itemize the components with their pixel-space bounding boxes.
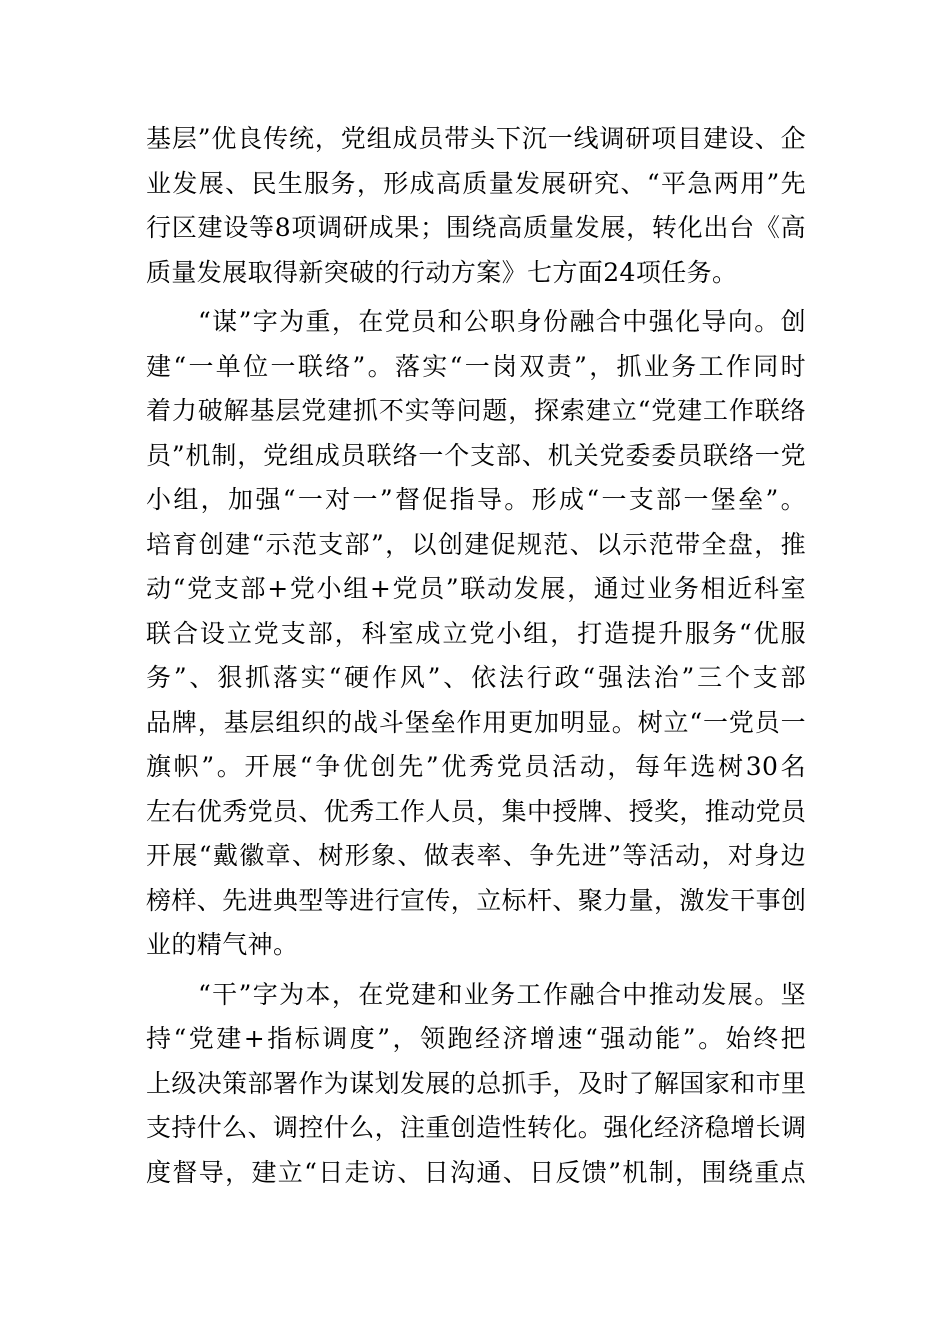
text-line: “干”字为本，在党建和业务工作融合中推动发展。坚 xyxy=(198,979,806,1009)
text-line: 员”机制，党组成员联络一个支部、机关党委委员联络一党 xyxy=(146,440,806,470)
text-line: 质量发展取得新突破的行动方案》七方面24项任务。 xyxy=(146,257,738,287)
text-line: 品牌，基层组织的战斗堡垒作用更加明显。树立“一党员一 xyxy=(146,707,806,737)
paragraph xyxy=(146,300,806,968)
text-line: 动“党支部+党小组+党员”联动发展，通过业务相近科室 xyxy=(146,574,806,603)
document-body xyxy=(146,117,806,1195)
paragraph xyxy=(146,973,806,1196)
text-line: 务”、狠抓落实“硬作风”、依法行政“强法治”三个支部 xyxy=(146,663,806,692)
text-line: 基层”优良传统，党组成员带头下沉一线调研项目建设、企 xyxy=(146,124,806,153)
text-line: 榜样、先进典型等进行宣传，立标杆、聚力量，激发干事创 xyxy=(146,885,807,915)
text-line: 支持什么、调控什么，注重创造性转化。强化经济稳增长调 xyxy=(146,1113,807,1142)
text-line: 联合设立党支部，科室成立党小组，打造提升服务“优服 xyxy=(146,618,806,648)
text-line: 旗帜”。开展“争优创先”优秀党员活动，每年选树30名 xyxy=(146,752,806,781)
text-line: 持“党建+指标调度”，领跑经济增速“强动能”。始终把 xyxy=(146,1024,806,1053)
text-line: 左右优秀党员、优秀工作人员，集中授牌、授奖，推动党员 xyxy=(146,796,807,826)
text-line: 业的精气神。 xyxy=(146,930,299,959)
text-line: 业发展、民生服务，形成高质量发展研究、“平急两用”先 xyxy=(146,168,806,198)
text-line: 着力破解基层党建抓不实等问题，探索建立“党建工作联络 xyxy=(146,396,806,425)
text-line: 开展“戴徽章、树形象、做表率、争先进”等活动，对身边 xyxy=(146,841,806,870)
text-line: 行区建设等8项调研成果；围绕高质量发展，转化出台《高 xyxy=(146,213,806,242)
text-line: 小组，加强“一对一”督促指导。形成“一支部一堡垒”。 xyxy=(146,485,806,514)
text-line: 建“一单位一联络”。落实“一岗双责”，抓业务工作同时 xyxy=(146,351,806,381)
text-line: 上级决策部署作为谋划发展的总抓手，及时了解国家和市里 xyxy=(146,1068,807,1098)
paragraph xyxy=(146,117,806,295)
text-line: 度督导，建立“日走访、日沟通、日反馈”机制，围绕重点 xyxy=(146,1157,806,1187)
text-line: 培育创建“示范支部”，以创建促规范、以示范带全盘，推 xyxy=(146,529,806,559)
text-line: “谋”字为重，在党员和公职身份融合中强化导向。创 xyxy=(198,307,806,336)
